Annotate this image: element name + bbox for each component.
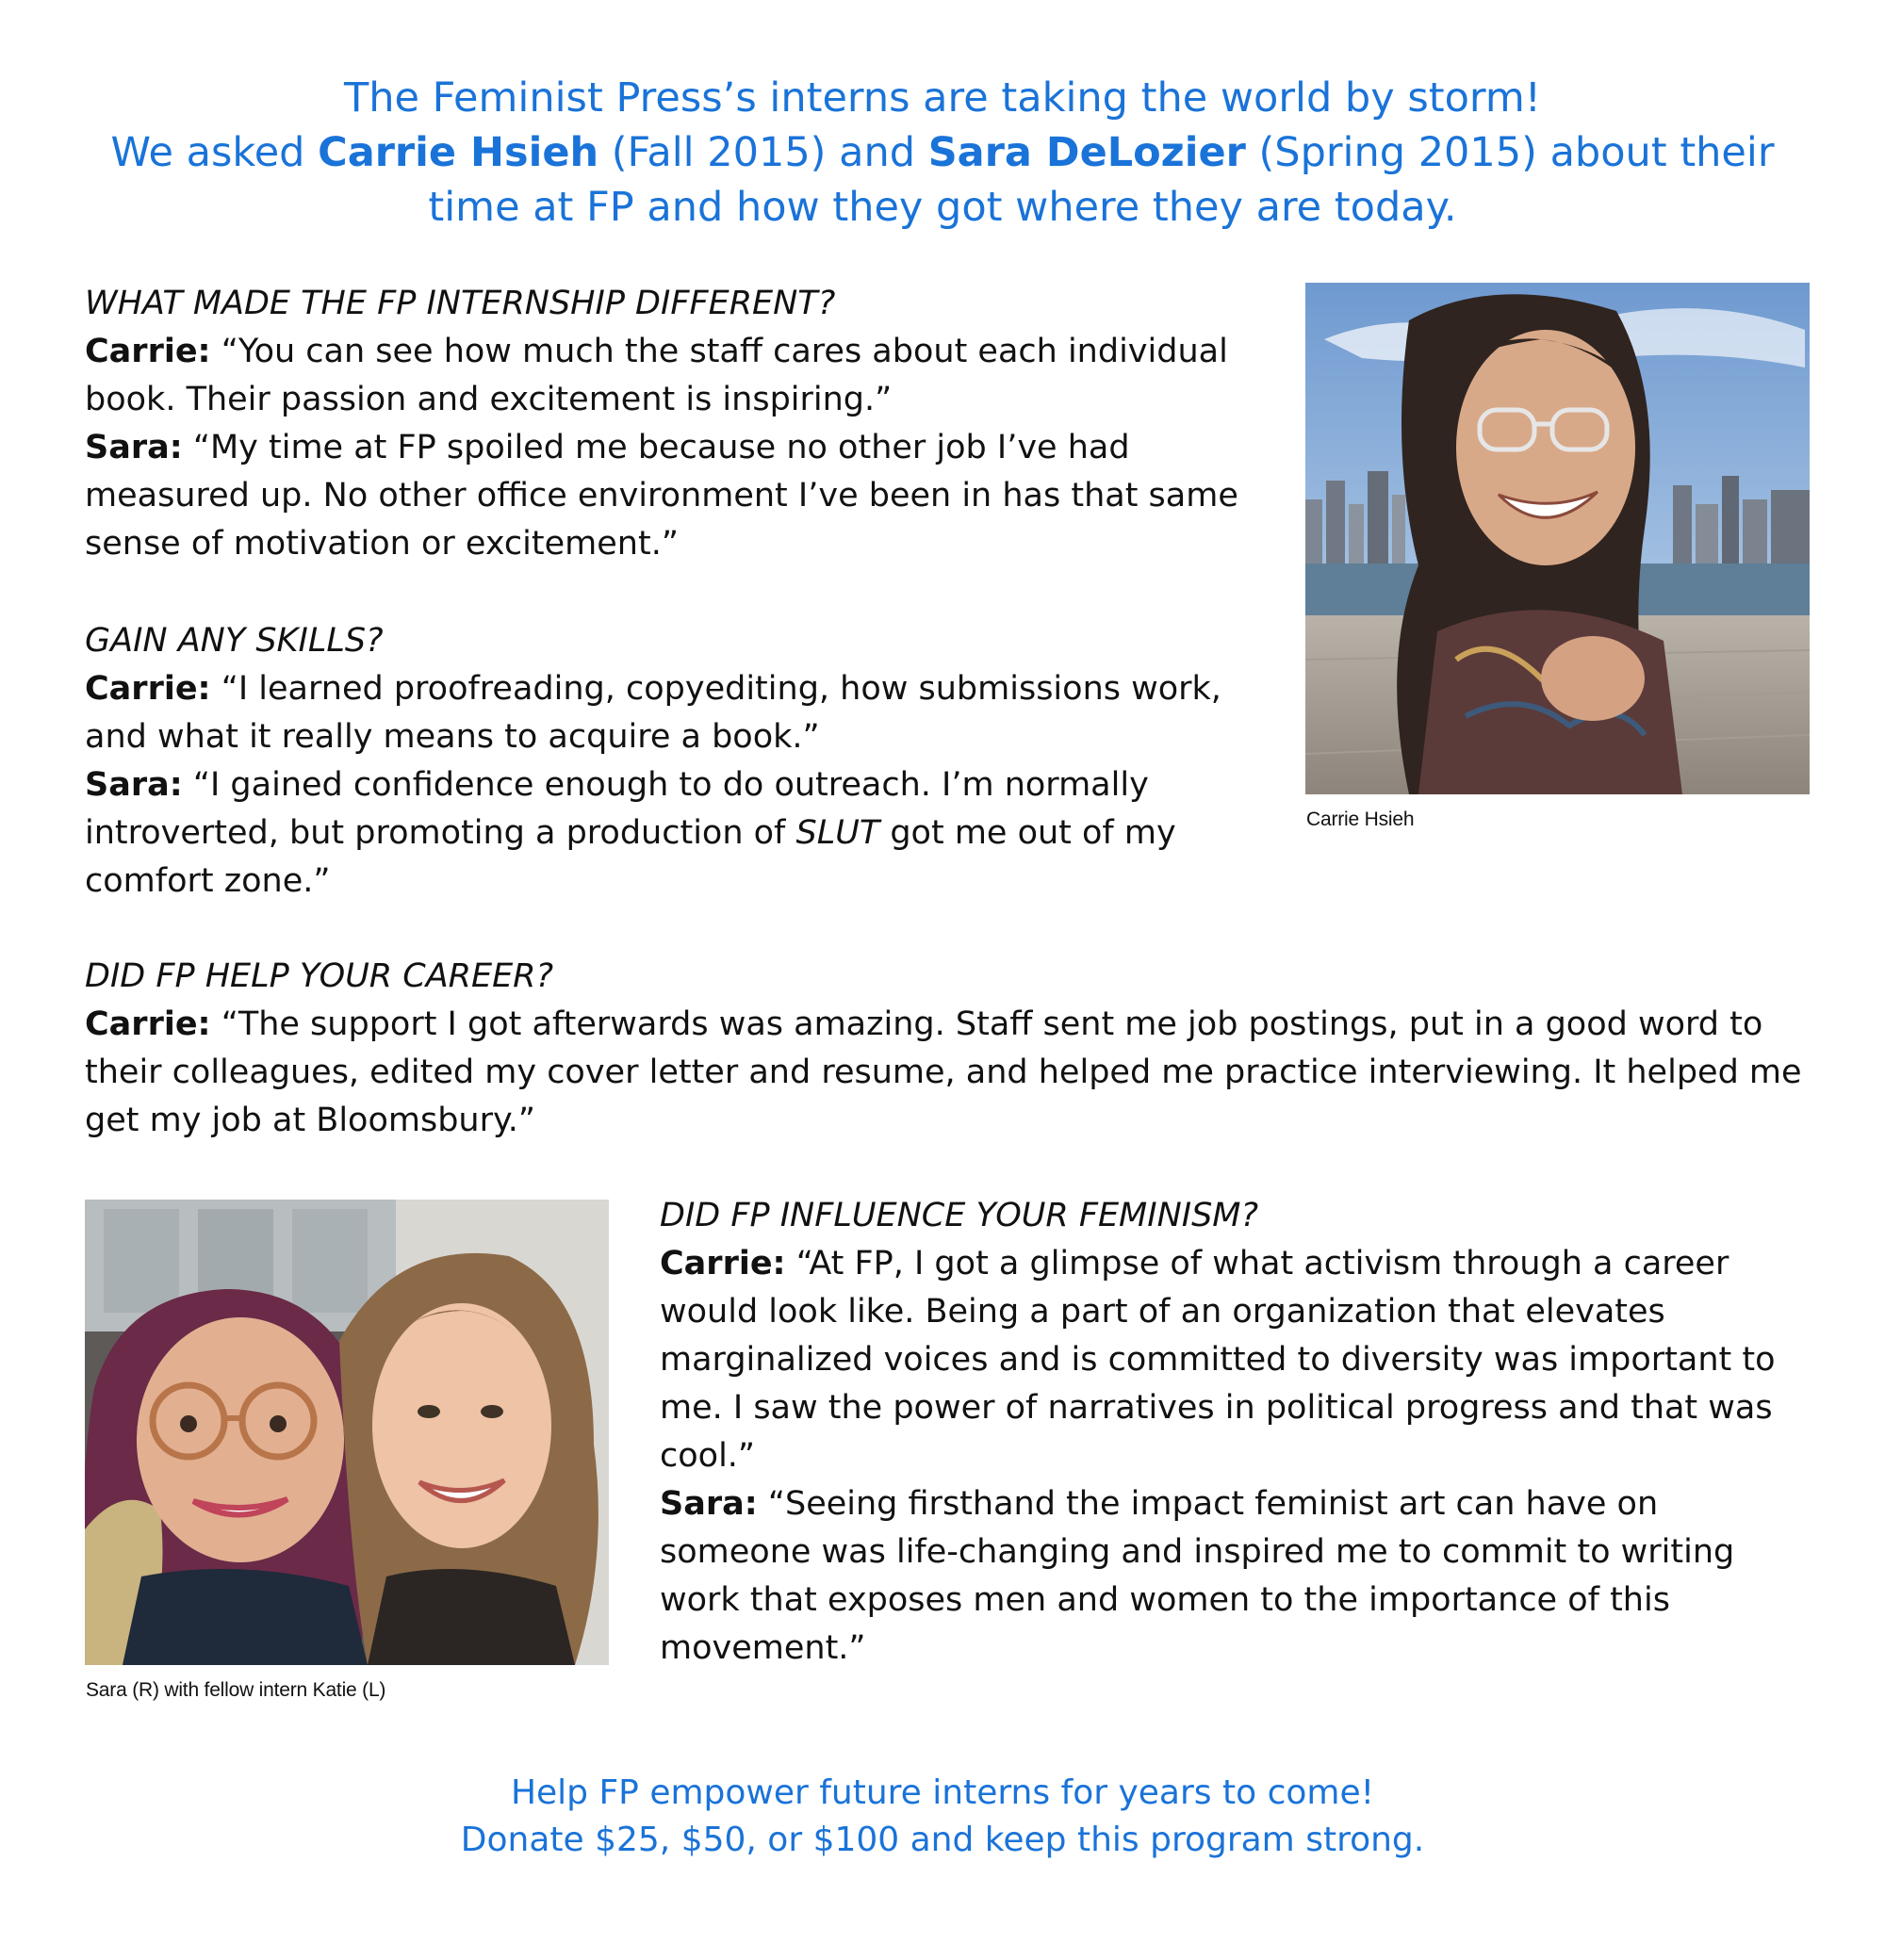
carrie-photo [1305, 283, 1810, 794]
answer-text: “I learned proofreading, copyediting, how submissions work, and what it really means to acquire a book.” [85, 670, 1221, 756]
speaker-label: Carrie: [85, 670, 211, 708]
answer-text: “The support I got afterwards was amazing. Staff sent me job postings, put in a good word to their colleagues, edited my cover letter and resume, and helped me practice interviewing. It helped me get my job at Bloomsbury.” [85, 1005, 1802, 1139]
answer-carrie [660, 1240, 1819, 1480]
question-different: WHAT MADE THE FP INTERNSHIP DIFFERENT? [85, 285, 836, 322]
answer-sara [85, 761, 1282, 906]
speaker-label: Carrie: [660, 1245, 786, 1282]
answer-carrie [85, 328, 1263, 424]
answer-text: “Seeing firsthand the impact feminist art can have on someone was life-changing and inspired me to commit to writing work that exposes men and women to the importance of this movement.” [660, 1485, 1735, 1667]
speaker-label: Sara: [85, 429, 183, 466]
qa-section-skills [85, 617, 1282, 906]
donation-callout [57, 1770, 1828, 1864]
question-skills: GAIN ANY SKILLS? [85, 622, 384, 660]
answer-text: “At FP, I got a glimpse of what activism through a career would look like. Being a part of an organization that elevates marginalized voices and is committed to diversity was important to me. I saw the power of narratives in political progress and that was cool.” [660, 1245, 1776, 1475]
question-feminism: DID FP INFLUENCE YOUR FEMINISM? [660, 1197, 1259, 1234]
header-line-2-pre: We asked [110, 129, 319, 176]
header-line-1: The Feminist Press’s interns are taking the world by storm! [344, 74, 1541, 122]
answer-text-post: got me out of my comfort zone.” [85, 814, 1176, 900]
footer-line-2: Donate $25, $50, or $100 and keep this program strong. [460, 1821, 1425, 1859]
answer-carrie [85, 1001, 1819, 1145]
book-title: SLUT [795, 814, 880, 852]
speaker-label: Sara: [660, 1485, 758, 1523]
speaker-label: Carrie: [85, 1005, 211, 1043]
header-line-2 [57, 125, 1828, 180]
answer-text-pre: “I gained confidence enough to do outreach. I’m normally introverted, but promoting a production of [85, 766, 1149, 852]
header-line-3: time at FP and how they got where they are today. [428, 184, 1457, 231]
header-line-2-post: (Spring 2015) about their [1245, 129, 1775, 176]
question-career: DID FP HELP YOUR CAREER? [85, 957, 554, 995]
intro-header [57, 71, 1828, 235]
answer-carrie [85, 665, 1282, 761]
answer-sara [85, 424, 1263, 568]
answer-sara [660, 1480, 1819, 1673]
sara-photo-caption: Sara (R) with fellow intern Katie (L) [86, 1679, 386, 1701]
carrie-photo-illustration [1305, 283, 1810, 794]
answer-text: “You can see how much the staff cares about each individual book. Their passion and excitement is inspiring.” [85, 333, 1228, 418]
qa-section-career [85, 953, 1819, 1145]
qa-section-different [85, 280, 1263, 568]
header-line-2-mid: (Fall 2015) and [598, 129, 928, 176]
intern-name-sara: Sara DeLozier [927, 129, 1246, 176]
carrie-photo-caption: Carrie Hsieh [1306, 808, 1415, 830]
sara-katie-photo [85, 1200, 609, 1665]
qa-section-feminism [660, 1192, 1819, 1673]
answer-text: “My time at FP spoiled me because no other job I’ve had measured up. No other office environment I’ve been in has that same sense of motivation or excitement.” [85, 429, 1238, 563]
speaker-label: Sara: [85, 766, 183, 804]
speaker-label: Carrie: [85, 333, 211, 370]
footer-line-1: Help FP empower future interns for years to come! [510, 1773, 1375, 1812]
intern-name-carrie: Carrie Hsieh [318, 129, 599, 176]
sara-katie-photo-illustration [85, 1200, 609, 1665]
